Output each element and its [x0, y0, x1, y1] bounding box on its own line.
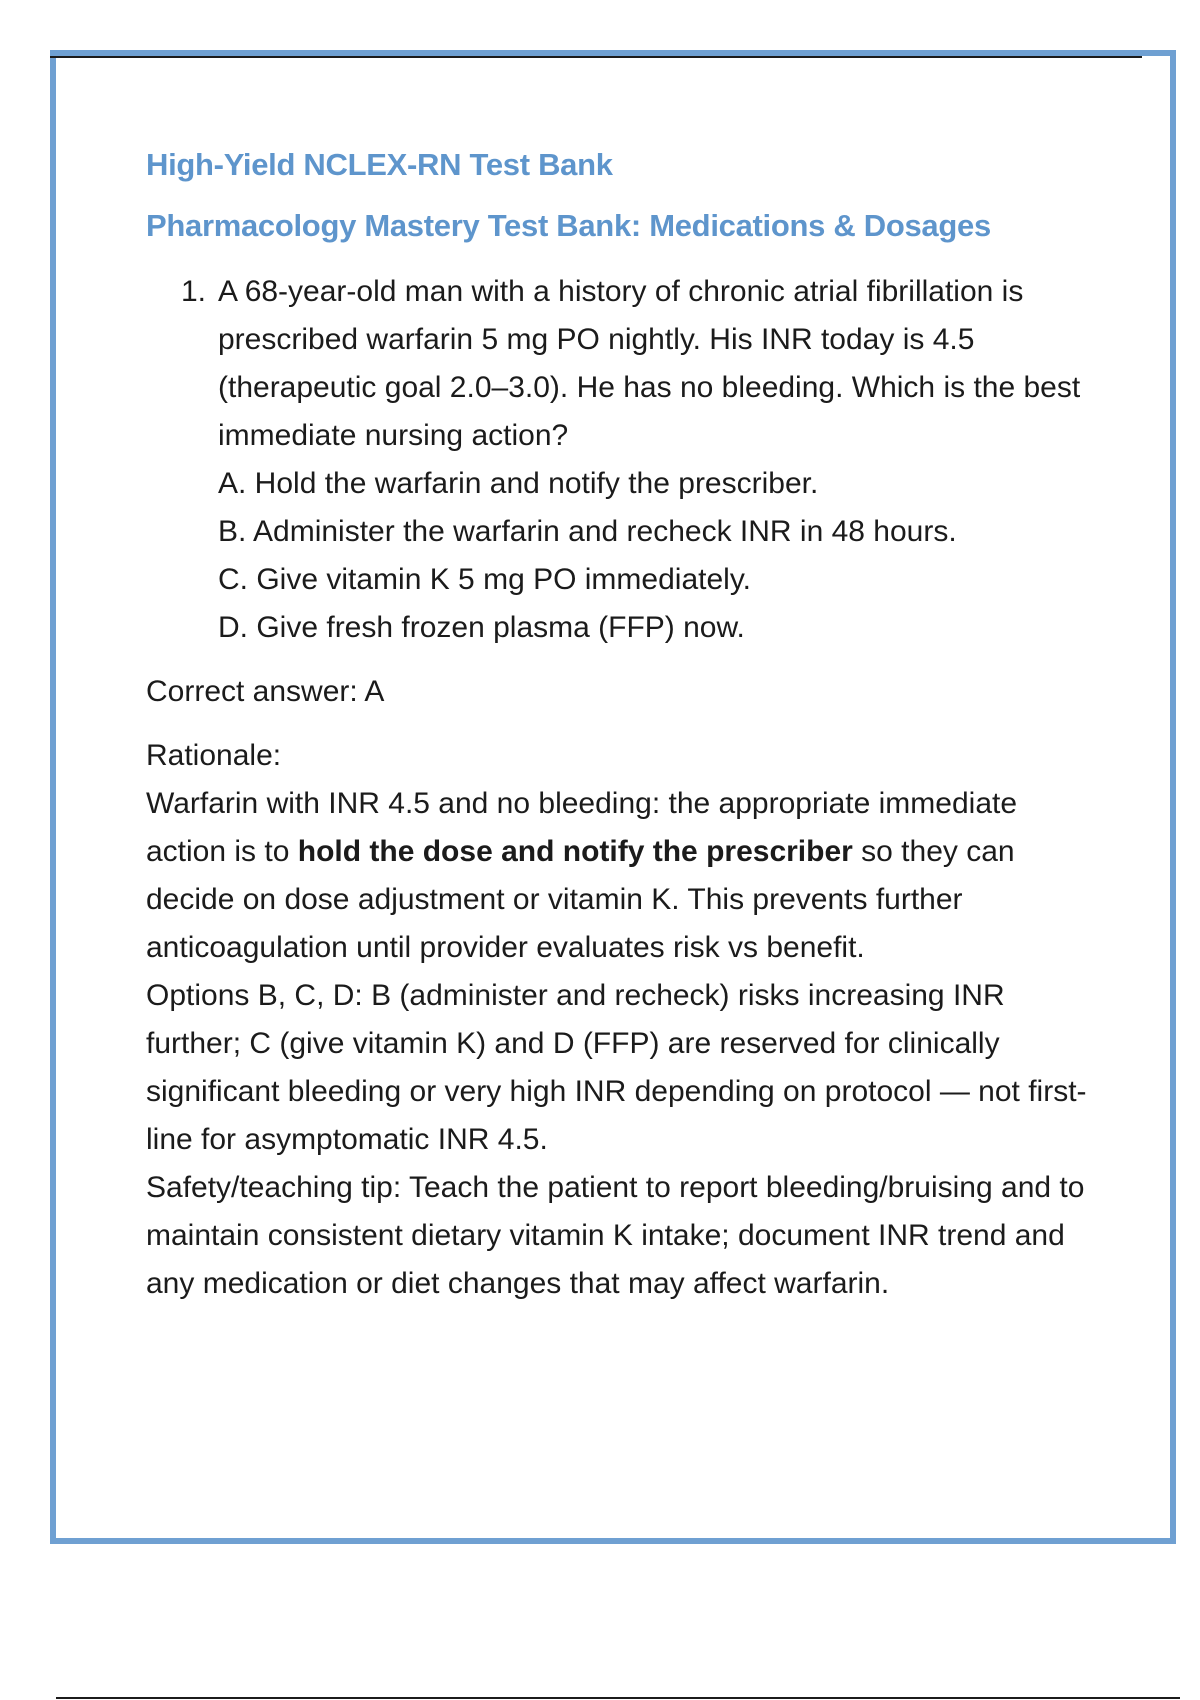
- rationale-paragraph-1: [146, 780, 1096, 972]
- document-title: High-Yield NCLEX-RN Test Bank: [146, 147, 613, 182]
- rationale-p1-emphasis: hold the dose and notify the prescriber: [297, 835, 853, 869]
- rationale-section: [146, 732, 1096, 1308]
- rationale-paragraph-3: Safety/teaching tip: Teach the patient to report bleeding/bruising and to maintain consistent dietary vitamin K intake; document INR trend and any medication or diet changes that may affect warfarin.: [146, 1171, 1085, 1301]
- rationale-paragraph-2: Options B, C, D: B (administer and recheck) risks increasing INR further; C (give vitamin K) and D (FFP) are reserved for clinically significant bleeding or very high INR depending on protocol — not first-line for asymptomatic INR 4.5.: [146, 979, 1087, 1157]
- rationale-p1-end: so they can decide on dose adjustment or vitamin K. This prevents further anticoagulation until provider evaluates risk vs benefit.: [146, 835, 1015, 965]
- rationale-label: Rationale:: [146, 739, 282, 773]
- question-number: 1.: [181, 275, 207, 309]
- answer-options: [218, 460, 1096, 652]
- option-c: C. Give vitamin K 5 mg PO immediately.: [218, 563, 751, 597]
- correct-answer: Correct answer: A: [146, 675, 385, 709]
- option-b: B. Administer the warfarin and recheck INR in 48 hours.: [218, 515, 957, 549]
- option-d: D. Give fresh frozen plasma (FFP) now.: [218, 611, 745, 645]
- question-block: [146, 268, 1096, 652]
- footer-rule: [56, 1697, 1180, 1699]
- document-subtitle: Pharmacology Mastery Test Bank: Medications & Dosages: [146, 208, 991, 244]
- option-a: A. Hold the warfarin and notify the prescriber.: [218, 467, 819, 501]
- rationale-p1-start: Warfarin with INR 4.5 and no bleeding: the appropriate immediate action is to: [146, 787, 1018, 869]
- frame-top-rule: [50, 56, 1142, 58]
- question-stem: A 68-year-old man with a history of chronic atrial fibrillation is prescribed warfarin 5 mg PO nightly. His INR today is 4.5 (therapeutic goal 2.0–3.0). He has no bleeding. Which is the best immediate nursing action?: [218, 275, 1081, 453]
- document-content: [146, 146, 1096, 1308]
